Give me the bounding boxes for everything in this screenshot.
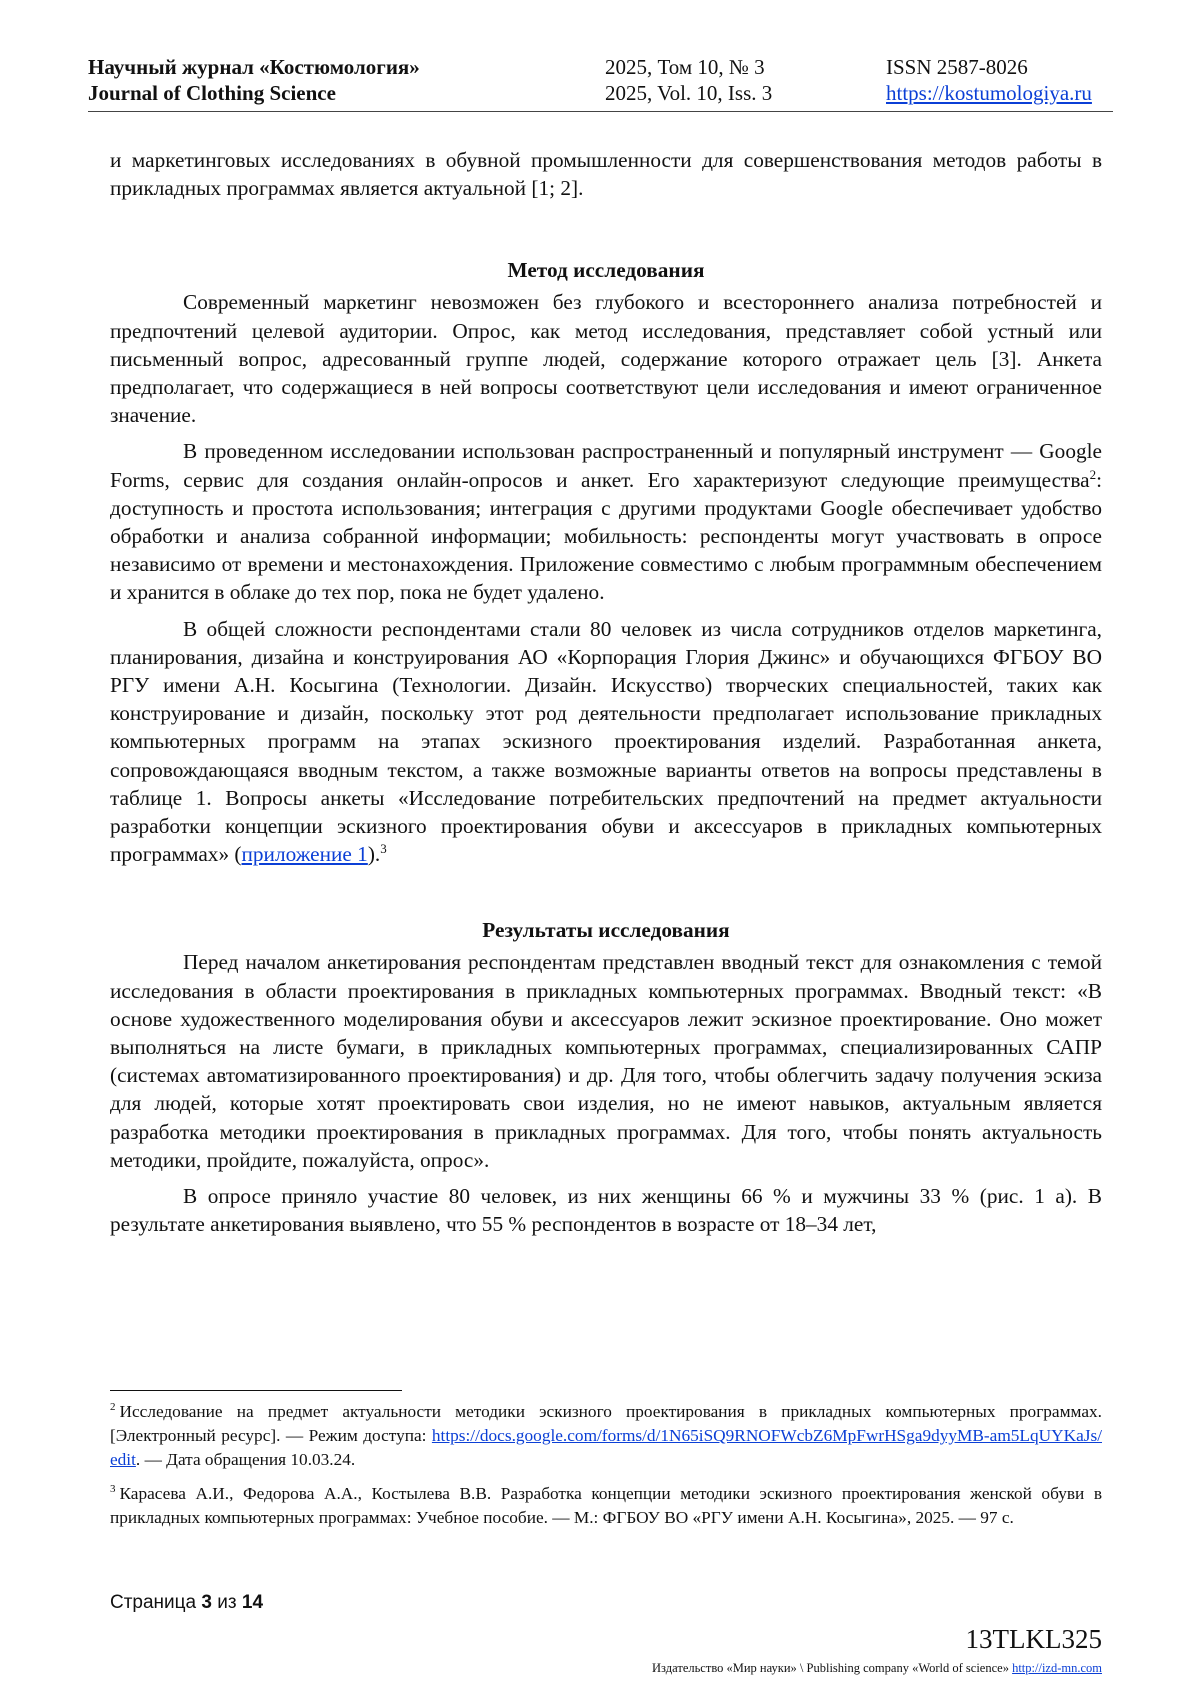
footnote-2	[110, 1400, 1102, 1472]
publisher-link[interactable]: http://izd-mn.com	[1012, 1661, 1102, 1675]
footnote-3-number: 3	[110, 1483, 116, 1496]
footnote-2-link[interactable]: https://docs.google.com/forms/d/1N65iSQ9RNOFWcbZ6MpFwrHSga9dyyMB-am5LqUYKaJs/edit	[110, 1426, 1102, 1469]
journal-site-link[interactable]: https://kostumologiya.ru	[886, 81, 1092, 105]
journal-title	[88, 54, 420, 106]
method-paragraph-3	[110, 615, 1102, 869]
footnote-3	[110, 1482, 1102, 1530]
results-paragraph-1: Перед началом анкетирования респондентам представлен вводный текст для ознакомления с темой исследования в области проектирования в прикладных компьютерных программах. Вводный текст: «В основе художественного моделирования обуви и аксессуаров лежит эскизное проектирование. Оно может выполняться на листе бумаги, в прикладных компьютерных программах, специализированных САПР (системах автоматизированного проектирования) и др. Для того, чтобы облегчить задачу получения эскиза для людей, которые хотят проектировать свои изделия, но не имеют навыков, актуальным является разработка методики проектирования в прикладных программах. Для того, чтобы понять актуальность методики, пройдите, пожалуйста, опрос».	[110, 950, 1102, 1172]
method-paragraph-2-text-b: : доступность и простота использования; интеграция с другими продуктами Google обеспечивает удобство обработки и анализа собранной информации; мобильность: респонденты могут участвовать в опросе независимо от времени и местонахождения. Приложение совместимо с любым программным обеспечением и хранится в облаке до тех пор, пока не будет удалено.	[110, 467, 1102, 605]
section-heading-method: Метод исследования	[507, 258, 705, 283]
footnotes	[110, 1400, 1102, 1540]
footnote-divider	[110, 1390, 402, 1391]
results-paragraph-2: В опросе приняло участие 80 человек, из них женщины 66 % и мужчины 33 % (рис. 1 а). В результате анкетирования выявлено, что 55 % респондентов в возрасте от 18–34 лет,	[110, 1184, 1102, 1237]
issue-info	[605, 54, 772, 106]
intro-paragraph: и маркетинговых исследованиях в обувной промышленности для совершенствования методов работы в прикладных программах является актуальной [1; 2].	[110, 148, 1102, 201]
header-divider	[88, 111, 1113, 112]
footnote-2-text-a: Исследование на предмет актуальности методики эскизного проектирования в прикладных компьютерных программах. [Электронный ресурс]. — Режим доступа:	[110, 1402, 1102, 1445]
method-paragraph-2-text-a: В проведенном исследовании использован распространенный и популярный инструмент — Google Forms, сервис для создания онлайн-опросов и анкет. Его характеризуют следующие преимущества	[110, 439, 1102, 492]
footnote-ref-3[interactable]: 3	[380, 841, 387, 857]
page-counter	[110, 1592, 263, 1614]
appendix-1-link[interactable]: приложение 1	[241, 842, 368, 867]
article-code: 13TLKL325	[965, 1624, 1102, 1654]
issue-ru: 2025, Том 10, № 3	[605, 55, 765, 79]
article-body	[110, 146, 1102, 1247]
page-total: 14	[241, 1592, 264, 1613]
publisher-line	[652, 1661, 1102, 1676]
page-prefix: Страница	[110, 1592, 197, 1613]
footnote-3-text: Карасева А.И., Федорова А.А., Костылева В.В. Разработка концепции методики эскизного проектирования женской обуви в прикладных компьютерных программах: Учебное пособие. — М.: ФГБОУ ВО «РГУ имени А.Н. Косыгина», 2025. — 97 с.	[110, 1484, 1102, 1527]
page-sep: из	[217, 1592, 237, 1613]
footnote-2-text-b: . — Дата обращения 10.03.24.	[135, 1450, 356, 1469]
publisher-text: Издательство «Мир науки» \ Publishing company «World of science»	[652, 1661, 1013, 1675]
page-current: 3	[201, 1592, 212, 1613]
journal-title-ru: Научный журнал «Костюмология»	[88, 55, 420, 79]
method-paragraph-1: Современный маркетинг невозможен без глубокого и всестороннего анализа потребностей и предпочтений целевой аудитории. Опрос, как метод исследования, представляет собой устный или письменный вопрос, адресованный группе людей, содержание которого отражает цель [3]. Анкета предполагает, что содержащиеся в ней вопросы соответствуют цели исследования и имеют ограниченное значение.	[110, 290, 1102, 428]
method-paragraph-2	[110, 437, 1102, 606]
method-paragraph-3-text-a: В общей сложности респондентами стали 80 человек из числа сотрудников отделов маркетинга, планирования, дизайна и конструирования АО «Корпорация Глория Джинс» и обучающихся ФГБОУ ВО РГУ имени А.Н. Косыгина (Технологии. Дизайн. Искусство) творческих специальностей, таких как конструирование и дизайн, поскольку этот род деятельности предполагает использование прикладных компьютерных программ на этапах эскизного проектирования изделий. Разработанная анкета, сопровождающаяся вводным текстом, а также возможные варианты ответов на вопросы представлены в таблице 1. Вопросы анкеты «Исследование потребительских предпочтений на предмет актуальности разработки концепции эскизного проектирования обуви и аксессуаров в прикладных компьютерных программах» (	[110, 616, 1102, 867]
issue-en: 2025, Vol. 10, Iss. 3	[605, 81, 773, 105]
journal-ids	[886, 54, 1092, 106]
method-paragraph-3-text-b: ).	[367, 842, 381, 867]
journal-title-en: Journal of Clothing Science	[88, 81, 336, 105]
issn: ISSN 2587-8026	[886, 55, 1028, 79]
footnote-ref-2[interactable]: 2	[1089, 466, 1097, 482]
section-heading-results: Результаты исследования	[482, 918, 730, 943]
footnote-2-number: 2	[110, 1401, 116, 1414]
